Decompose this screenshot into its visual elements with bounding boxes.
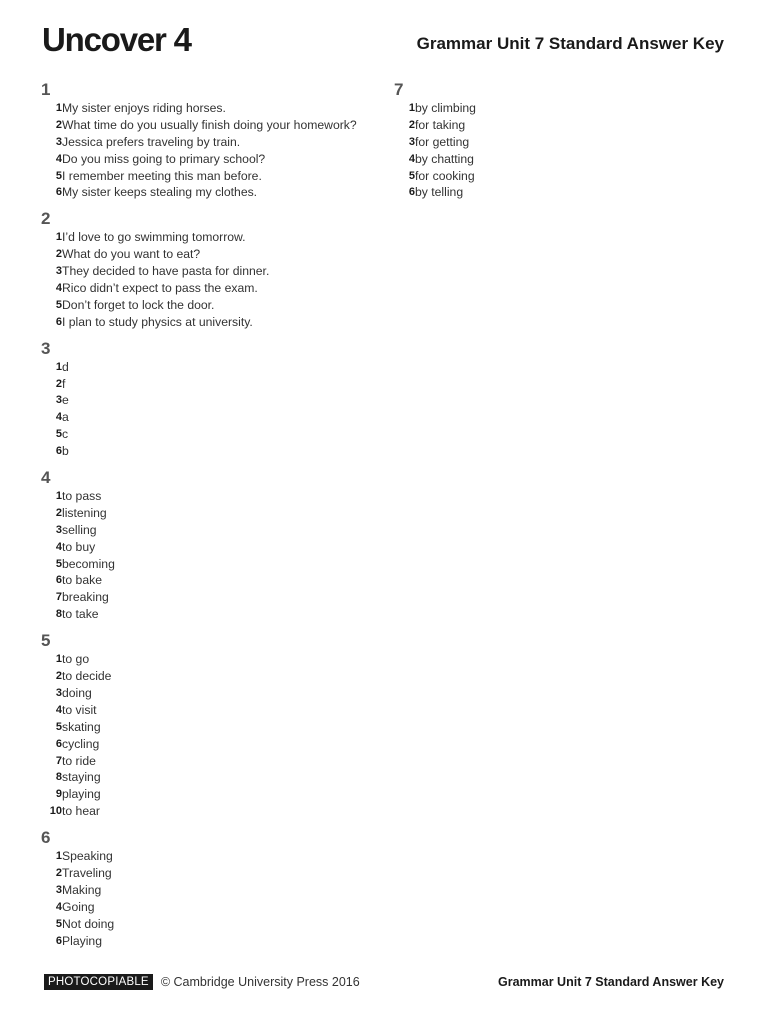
item-number: 7 bbox=[55, 591, 62, 604]
answer-text: for cooking bbox=[415, 168, 475, 183]
answer-row bbox=[38, 409, 378, 426]
footer-title: Grammar Unit 7 Standard Answer Key bbox=[498, 975, 724, 989]
answer-text: to bake bbox=[62, 573, 102, 588]
answer-row bbox=[38, 572, 378, 589]
item-number: 6 bbox=[55, 574, 62, 587]
item-number: 5 bbox=[55, 917, 62, 930]
answer-text: to visit bbox=[62, 702, 97, 717]
answer-row bbox=[38, 539, 378, 556]
item-number: 1 bbox=[55, 231, 62, 244]
answer-row bbox=[38, 100, 378, 117]
answer-row bbox=[38, 865, 378, 882]
answer-text: What do you want to eat? bbox=[62, 247, 201, 262]
answer-text: cycling bbox=[62, 736, 100, 751]
answer-text: My sister keeps stealing my clothes. bbox=[62, 185, 258, 200]
answer-row bbox=[38, 184, 378, 201]
answer-text: My sister enjoys riding horses. bbox=[62, 101, 226, 115]
answer-text: playing bbox=[62, 787, 101, 802]
answer-text: to decide bbox=[62, 669, 112, 684]
answer-text: Traveling bbox=[62, 865, 112, 880]
page-footer bbox=[44, 972, 724, 992]
item-number: 2 bbox=[55, 506, 62, 519]
answer-row bbox=[38, 589, 378, 606]
left-column bbox=[38, 79, 378, 956]
answer-text: I plan to study physics at university. bbox=[62, 314, 253, 329]
answer-text: Not doing bbox=[62, 916, 115, 931]
answer-row bbox=[38, 803, 378, 820]
answer-text: a bbox=[62, 410, 69, 425]
answer-row bbox=[38, 297, 378, 314]
answer-text: c bbox=[62, 427, 69, 442]
answer-text: to buy bbox=[62, 539, 96, 554]
item-number: 1 bbox=[408, 102, 415, 114]
exercise-number: 4 bbox=[41, 468, 51, 488]
answer-text: I remember meeting this man before. bbox=[62, 168, 262, 183]
answer-text: doing bbox=[62, 685, 92, 700]
answer-row bbox=[38, 263, 378, 280]
answer-row bbox=[38, 246, 378, 263]
answer-row bbox=[38, 769, 378, 786]
item-number: 1 bbox=[55, 360, 62, 373]
answer-row bbox=[38, 606, 378, 623]
item-number: 1 bbox=[55, 850, 62, 863]
answer-row bbox=[38, 933, 378, 950]
item-number: 2 bbox=[55, 118, 62, 131]
item-number: 4 bbox=[408, 152, 415, 165]
item-number: 3 bbox=[408, 135, 415, 148]
answer-row bbox=[38, 443, 378, 460]
item-number: 5 bbox=[55, 428, 62, 441]
answer-row bbox=[38, 848, 378, 865]
item-number: 6 bbox=[55, 737, 62, 750]
item-number: 2 bbox=[55, 248, 62, 261]
answer-text: to go bbox=[62, 652, 90, 667]
item-number: 3 bbox=[55, 135, 62, 148]
answer-text: by telling bbox=[415, 185, 464, 200]
answer-row bbox=[391, 151, 731, 168]
exercise-6 bbox=[38, 827, 378, 949]
answer-row bbox=[38, 736, 378, 753]
answer-row bbox=[38, 392, 378, 409]
item-number: 6 bbox=[55, 315, 62, 328]
answer-text: What time do you usually finish doing your homework? bbox=[62, 117, 357, 132]
copyright-notice: © Cambridge University Press 2016 bbox=[160, 975, 360, 989]
answer-row bbox=[391, 117, 731, 134]
item-number: 6 bbox=[55, 186, 62, 199]
answer-row bbox=[38, 229, 378, 246]
answer-text: b bbox=[62, 444, 69, 459]
answer-text: by climbing bbox=[415, 101, 476, 115]
answer-text: Playing bbox=[62, 933, 102, 948]
item-number: 5 bbox=[55, 298, 62, 311]
answer-row bbox=[38, 117, 378, 134]
item-number: 8 bbox=[55, 608, 62, 621]
exercise-3 bbox=[38, 338, 378, 460]
answer-row bbox=[38, 426, 378, 443]
answer-text: Making bbox=[62, 882, 102, 897]
answer-text: to ride bbox=[62, 753, 96, 768]
answer-text: Speaking bbox=[62, 849, 113, 864]
answer-row bbox=[38, 488, 378, 505]
answer-text: d bbox=[62, 359, 69, 374]
photocopiable-badge: PHOTOCOPIABLE bbox=[44, 974, 153, 990]
answer-text: Don’t forget to lock the door. bbox=[62, 297, 215, 312]
exercise-number: 6 bbox=[41, 828, 51, 848]
answer-text: Do you miss going to primary school? bbox=[62, 151, 266, 166]
item-number: 5 bbox=[408, 169, 415, 182]
answer-text: staying bbox=[62, 770, 101, 785]
exercise-4 bbox=[38, 467, 378, 623]
answer-text: listening bbox=[62, 505, 107, 520]
answer-row bbox=[38, 505, 378, 522]
item-number: 3 bbox=[55, 265, 62, 278]
answer-row bbox=[391, 184, 731, 201]
item-number: 6 bbox=[55, 934, 62, 947]
answer-row bbox=[38, 651, 378, 668]
item-number: 4 bbox=[55, 540, 62, 553]
item-number: 10 bbox=[49, 805, 62, 818]
answer-text: selling bbox=[62, 522, 97, 537]
answer-row bbox=[38, 556, 378, 573]
answer-row bbox=[38, 168, 378, 185]
answer-text: Jessica prefers traveling by train. bbox=[62, 134, 241, 149]
answer-text: I’d love to go swimming tomorrow. bbox=[62, 230, 246, 245]
answer-row bbox=[38, 916, 378, 933]
item-number: 9 bbox=[55, 788, 62, 801]
answer-text: for taking bbox=[415, 117, 466, 132]
answer-row bbox=[38, 719, 378, 736]
exercise-7 bbox=[391, 79, 731, 201]
answer-row bbox=[38, 668, 378, 685]
answer-text: skating bbox=[62, 719, 101, 734]
answer-row bbox=[38, 882, 378, 899]
answer-text: by chatting bbox=[415, 151, 474, 166]
answer-row bbox=[38, 702, 378, 719]
item-number: 5 bbox=[55, 720, 62, 733]
answer-row bbox=[38, 685, 378, 702]
item-number: 8 bbox=[55, 771, 62, 784]
right-column bbox=[391, 79, 731, 208]
item-number: 6 bbox=[55, 445, 62, 458]
answer-row bbox=[38, 899, 378, 916]
exercise-number: 2 bbox=[41, 209, 51, 229]
answer-row bbox=[38, 134, 378, 151]
exercise-number: 3 bbox=[41, 338, 51, 358]
exercise-5 bbox=[38, 630, 378, 820]
item-number: 7 bbox=[55, 754, 62, 767]
item-number: 4 bbox=[55, 900, 62, 913]
item-number: 2 bbox=[55, 866, 62, 879]
answer-text: to hear bbox=[62, 804, 100, 819]
answer-row bbox=[38, 522, 378, 539]
document-title: Grammar Unit 7 Standard Answer Key bbox=[416, 34, 724, 53]
answer-text: They decided to have pasta for dinner. bbox=[62, 264, 270, 279]
item-number: 2 bbox=[408, 118, 415, 131]
item-number: 1 bbox=[55, 490, 62, 503]
answer-text: for getting bbox=[415, 134, 470, 149]
item-number: 5 bbox=[55, 557, 62, 570]
item-number: 3 bbox=[55, 883, 62, 896]
item-number: 1 bbox=[55, 102, 62, 114]
item-number: 4 bbox=[55, 411, 62, 424]
item-number: 4 bbox=[55, 152, 62, 165]
answer-row bbox=[38, 786, 378, 803]
answer-row bbox=[391, 134, 731, 151]
answer-row bbox=[38, 151, 378, 168]
item-number: 6 bbox=[408, 186, 415, 199]
item-number: 2 bbox=[55, 670, 62, 683]
item-number: 5 bbox=[55, 169, 62, 182]
item-number: 1 bbox=[55, 653, 62, 666]
item-number: 2 bbox=[55, 377, 62, 390]
exercise-2 bbox=[38, 208, 378, 330]
exercise-number: 7 bbox=[394, 80, 404, 99]
answer-text: Going bbox=[62, 899, 95, 914]
answer-text: e bbox=[62, 393, 69, 408]
item-number: 3 bbox=[55, 686, 62, 699]
answer-text: becoming bbox=[62, 556, 115, 571]
item-number: 4 bbox=[55, 282, 62, 295]
exercise-number: 5 bbox=[41, 631, 51, 651]
brand-logo: Uncover 4 bbox=[42, 21, 191, 58]
answer-text: to pass bbox=[62, 489, 102, 504]
answer-text: f bbox=[62, 376, 66, 391]
answer-row bbox=[38, 280, 378, 297]
answer-row bbox=[38, 753, 378, 770]
answer-row bbox=[391, 168, 731, 185]
answer-row bbox=[38, 314, 378, 331]
item-number: 3 bbox=[55, 523, 62, 536]
answer-text: to take bbox=[62, 607, 99, 622]
answer-row bbox=[391, 100, 731, 117]
answer-text: Rico didn’t expect to pass the exam. bbox=[62, 281, 258, 296]
answer-text: breaking bbox=[62, 590, 109, 605]
answer-row bbox=[38, 359, 378, 376]
item-number: 4 bbox=[55, 703, 62, 716]
answer-row bbox=[38, 376, 378, 393]
exercise-number: 1 bbox=[41, 80, 51, 99]
exercise-1 bbox=[38, 79, 378, 201]
item-number: 3 bbox=[55, 394, 62, 407]
